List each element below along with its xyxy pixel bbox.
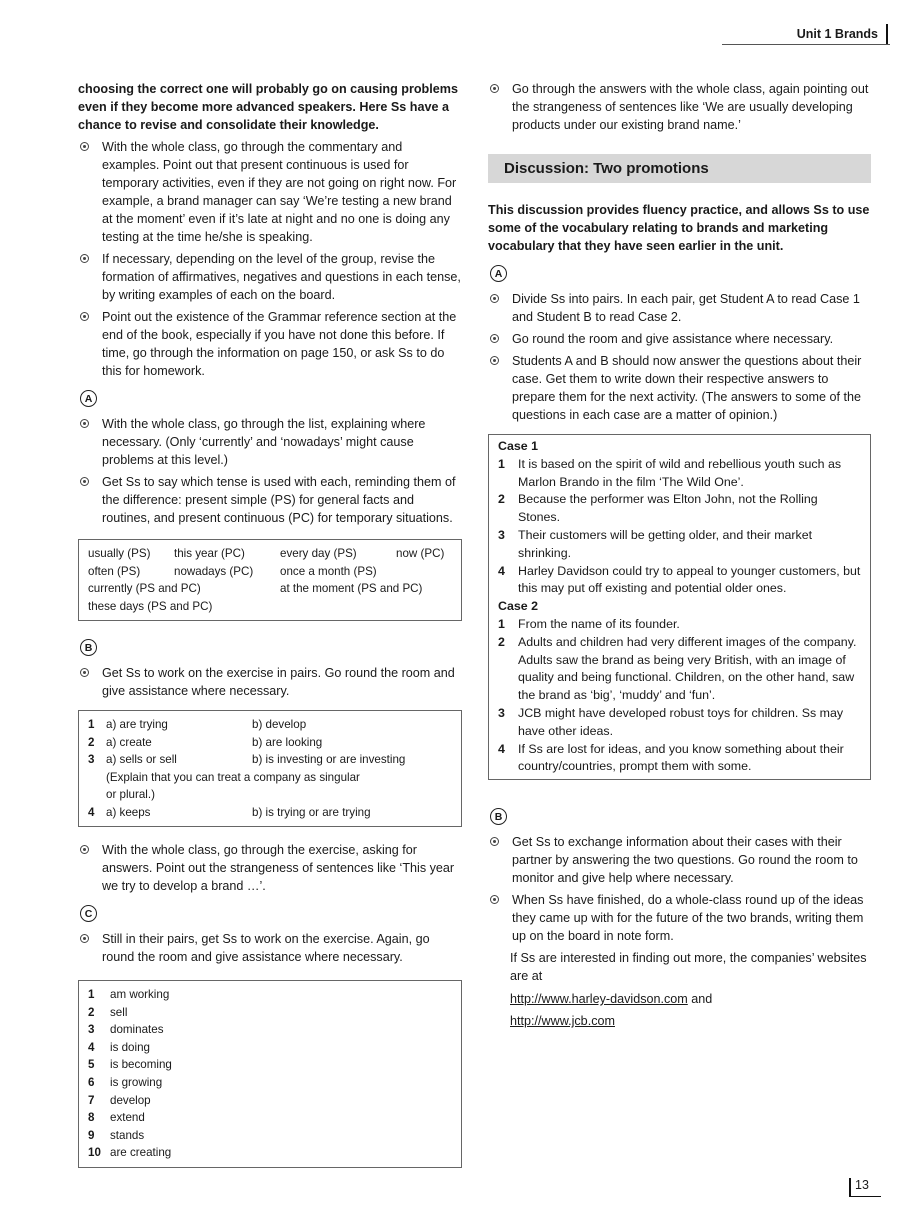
bullet-icon: [80, 477, 89, 486]
harley-davidson-link[interactable]: http://www.harley-davidson.com: [510, 992, 688, 1007]
bullet-item: Divide Ss into pairs. In each pair, get Student A to read Case 1 and Student B to read Case 2.: [488, 290, 871, 326]
exercise-c-marker: C: [80, 905, 97, 922]
bullet-icon: [80, 312, 89, 321]
exercise-a-marker: A: [80, 390, 97, 407]
bullet-icon: [80, 142, 89, 151]
case-1-heading: Case 1: [498, 439, 538, 453]
bullet-icon: [490, 84, 499, 93]
jcb-link[interactable]: http://www.jcb.com: [510, 1014, 615, 1029]
exercise-b-marker: B: [80, 639, 97, 656]
bullet-item: Go through the answers with the whole class, again pointing out the strangeness of sentences like ‘We are usually developing products under our existing brand name.’: [488, 80, 871, 134]
and-text: and: [691, 992, 713, 1007]
bullet-item: Get Ss to say which tense is used with each, reminding them of the difference: present simple (PS) for general facts and routines, and present continuous (PC) for temporary situations.: [78, 473, 462, 527]
exercise-a-marker: A: [490, 265, 507, 282]
unit-title: Unit 1 Brands: [796, 27, 878, 41]
bullet-item: Get Ss to work on the exercise in pairs. Go round the room and give assistance where necessary.: [78, 664, 462, 700]
section-heading: Discussion: Two promotions: [488, 154, 871, 183]
websites-text: If Ss are interested in finding out more, the companies’ websites are at: [510, 951, 867, 984]
answers-b-box: 1 a) are trying b) develop 2 a) create b) are looking 3 a) sells or sell b) is investing or are investing (Explain that you can treat a company as singular or plural.) 4 a) keeps b) is trying or are trying: [78, 710, 462, 827]
right-column: [488, 80, 871, 1030]
intro-text: choosing the correct one will probably go on causing problems even if they become more advanced speakers. Here Ss have a chance to revise and consolidate their knowledge.: [78, 82, 458, 132]
bullet-icon: [80, 845, 89, 854]
bullet-icon: [490, 837, 499, 846]
bullet-item: Students A and B should now answer the questions about their case. Get them to write down their respective answers to prepare them for the next activity. (The answers to some of the questions in each case are a matter of opinion.): [488, 352, 871, 424]
bullet-icon: [490, 356, 499, 365]
tense-box: usually (PS) this year (PC) every day (PS) now (PC) often (PS) nowadays (PC) once a month (PS) currently (PS and PC) at the moment (PS and PC) these days (PS and PC): [78, 539, 462, 621]
page-number: 13: [849, 1178, 881, 1197]
case-2-heading: Case 2: [498, 599, 538, 614]
section-intro: This discussion provides fluency practice, and allows Ss to use some of the vocabulary relating to brands and marketing vocabulary that they have seen earlier in the unit.: [488, 203, 870, 253]
bullet-item: Still in their pairs, get Ss to work on the exercise. Again, go round the room and give assistance where necessary.: [78, 930, 462, 966]
exercise-b-marker: B: [490, 808, 507, 825]
link-row: [488, 1012, 871, 1030]
bullet-icon: [490, 294, 499, 303]
bullet-item: With the whole class, go through the commentary and examples. Point out that present continuous is used for temporary activities, even if they are not going on right now. For example, a brand manager can say ‘We’re testing a new brand at the moment’ even if it’s late at night and no one is doing any testing at the time he/she is speaking.: [78, 138, 462, 246]
bullet-item: If necessary, depending on the level of the group, revise the formation of affirmatives, negatives and questions in each tense, by writing examples of each on the board.: [78, 250, 462, 304]
bullet-icon: [490, 895, 499, 904]
bullet-icon: [80, 934, 89, 943]
bullet-item: With the whole class, go through the exercise, asking for answers. Point out the strangeness of sentences like ‘This year we try to develop a brand …’.: [78, 841, 462, 895]
bullet-item: With the whole class, go through the list, explaining where necessary. (Only ‘currently’ and ‘nowadays’ might cause problems at this level.): [78, 415, 462, 469]
running-header: [722, 22, 890, 45]
link-row: [488, 990, 871, 1008]
bullet-item: Point out the existence of the Grammar reference section at the end of the book, especially if you have not done this before. If time, go through the information on page 150, or ask Ss to do this for homework.: [78, 308, 462, 380]
bullet-icon: [80, 419, 89, 428]
answers-c-box: 1 am working 2 sell 3 dominates 4 is doing 5 is becoming 6 is growing 7 develop 8 extend 9 stands 10 are creating: [78, 980, 462, 1168]
bullet-icon: [490, 334, 499, 343]
bullet-icon: [80, 668, 89, 677]
left-column: [78, 80, 462, 1168]
bullet-icon: [80, 254, 89, 263]
bullet-item: Go round the room and give assistance where necessary.: [488, 330, 871, 348]
header-rule: [886, 24, 888, 44]
case-answers-box: Case 1 1 It is based on the spirit of wild and rebellious youth such as Marlon Brando in the film ‘The Wild One’. 2 Because the performer was Elton John, not the Rolling Stones. 3 Their customers will be getting older, and their market shrinking. 4 Harley Davidson could try to appeal to younger customers, but this may put off existing and potential older ones. Case 2 1 From the name of its founder. 2 Adults and children had very different images of the company. Adults saw the brand as being very British, with an image of quality and being functional. Children, on the other hand, saw the brand as ‘big’, ‘muddy’ and ‘fun’. 3 JCB might have developed robust toys for children. Ss may have other ideas. 4 If Ss are lost for ideas, and you know something about their country/countries, prompt them with some.: [488, 434, 871, 780]
bullet-item: Get Ss to exchange information about their cases with their partner by answering the two questions. Go round the room to monitor and give help where necessary.: [488, 833, 871, 887]
bullet-item: When Ss have finished, do a whole-class round up of the ideas they came up with for the future of the two brands, writing them up on the board in note form.: [488, 891, 871, 945]
